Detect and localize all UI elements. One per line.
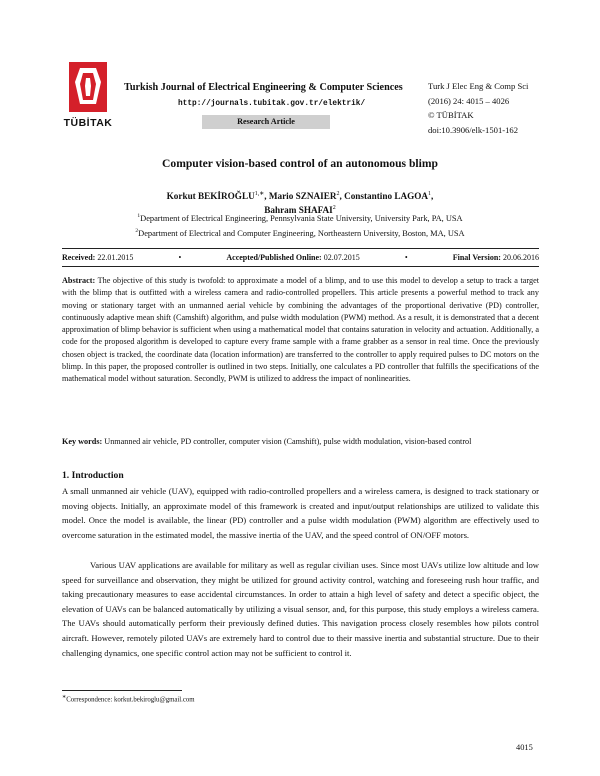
body-paragraph: Various UAV applications are available for military as well as regular civilian uses. Since most UAVs utilize low altitude and low speed for surveillance and observation, they might be utilized for ground activity control, watching and foreseeing rush hour traffic, and taking precautionary measures to ease accidental circumstances. In order to attain a high level of safety and detect a specific object, the elevation of UAVs can be balanced automatically by utilizing a visual sensor, and, for this purpose, this study employs a wireless camera. The UAVs should automatically perform their previously defined duties. This navigation process closely resembles how pilots control aircraft. However, remotely piloted UAVs are extremely hard to control due to their massive inertia and substantial structure. Due to their challenging dynamics, one specific control action may not be sufficient to control it. (62, 560, 539, 658)
author-name: Bahram SHAFAI (264, 205, 333, 216)
author-sup: 1 (428, 191, 432, 197)
journal-url-link[interactable]: http://journals.tubitak.gov.tr/elektrik/ (178, 100, 366, 108)
final-date: Final Version: 20.06.2016 (452, 253, 539, 262)
citation-copyright: © TÜBİTAK (428, 110, 474, 120)
page-number: 4015 (516, 743, 533, 752)
bullet-separator: • (404, 253, 408, 262)
publication-dates (62, 248, 539, 267)
citation-journal: Turk J Elec Eng & Comp Sci (428, 81, 529, 91)
abstract-text: The objective of this study is twofold: to approximate a model of a blimp, and to use this model to develop a setup to track a target with the blimp that is outfitted with a wireless camera and radio-controlled propellers. This article presents a powerful method to track any moving or stationary target with an unmanned aerial vehicle by combining the advantages of the proportional derivative (PD) controller, continuously adaptive mean shift (Camshift) algorithm, and pulse width modulation (PWM) method. As a result, it is demonstrated that a decent approximation of blimp behavior is sufficient when using a mathematical model that contains saturation in velocity and actuation. Additionally, a code for the proposed algorithm is developed to capture every frame sample with a frame grabber as a sensor in real time. Once the previously chosen object is tracked, the coordinate data (location information) are transferred to the controller to apply required pulses to DC motors on the blimp. In this paper, the proposed controller is outlined in two steps. Initially, one calculates a PD controller that fulfills the specifications of the mathematical model without saturation. Secondly, PWM is utilized to address the impact of nonlinearities. (62, 276, 539, 384)
correspondence-footnote: ∗Correspondence: korkut.bekiroglu@gmail.com (62, 695, 195, 704)
citation-volume: (2016) 24: 4015 – 4026 (428, 95, 510, 106)
footnote-divider (62, 690, 182, 691)
citation-doi[interactable]: doi:10.3906/elk-1501-162 (428, 124, 518, 135)
affiliation: $^1$Department of Electrical Engineering, Pennsylvania State University, University Park, PA, USA (137, 213, 463, 223)
abstract (62, 275, 539, 386)
author-sup: 2 (336, 191, 340, 197)
author-sup: 2 (332, 205, 336, 212)
paper-title: Computer vision-based control of an autonomous blimp (162, 157, 438, 170)
article-type-badge: Research Article (202, 115, 330, 129)
received-date: Received: 22.01.2015 (62, 253, 134, 262)
affiliation: $^2$Department of Electrical and Computer Engineering, Northeastern University, Boston, MA, USA (135, 227, 465, 238)
author-name: Korkut BEKİROĞLU (166, 191, 255, 202)
keywords (62, 436, 539, 448)
logo-wordmark: TÜBİTAK (63, 117, 113, 129)
keywords-text: Unmanned air vehicle, PD controller, computer vision (Camshift), pulse width modulation, vision-based control (104, 437, 472, 446)
abstract-label: Abstract: (62, 276, 96, 285)
author-sup: 1,∗ (254, 191, 265, 197)
author-list: Korkut $BEKİROĞLU^{1,∗}$, Mario SZNAIER$^2$, Constantino LAGOA$^1$, Bahram SHAFAI$^2$ (166, 191, 434, 216)
author-name: Mario SZNAIER (268, 191, 337, 202)
affiliation-list (0, 210, 600, 240)
author-name: Constantino LAGOA (344, 191, 429, 202)
keywords-label: Key words: (62, 437, 103, 446)
body-paragraph: A small unmanned air vehicle (UAV), equipped with radio-controlled propellers and a wireless camera, is designed to track stationary or moving objects. Initially, an approximate model of this framework is created and input/output relationships are utilized to validate this model. Once the model is available, the linear (PD) controller and a pulse width modulation (PWM) algorithm are effectively used to overcome saturation in the estimated model, the massive inertia of the UAV, and the speed control of ON/OFF motors. (62, 486, 539, 540)
bullet-separator: • (178, 253, 182, 262)
accepted-date: Accepted/Published Online: 02.07.2015 (226, 253, 360, 262)
journal-name: Turkish Journal of Electrical Engineering & Computer Sciences (124, 82, 403, 93)
citation-meta (428, 79, 528, 137)
section-heading: 1. Introduction (62, 470, 124, 481)
